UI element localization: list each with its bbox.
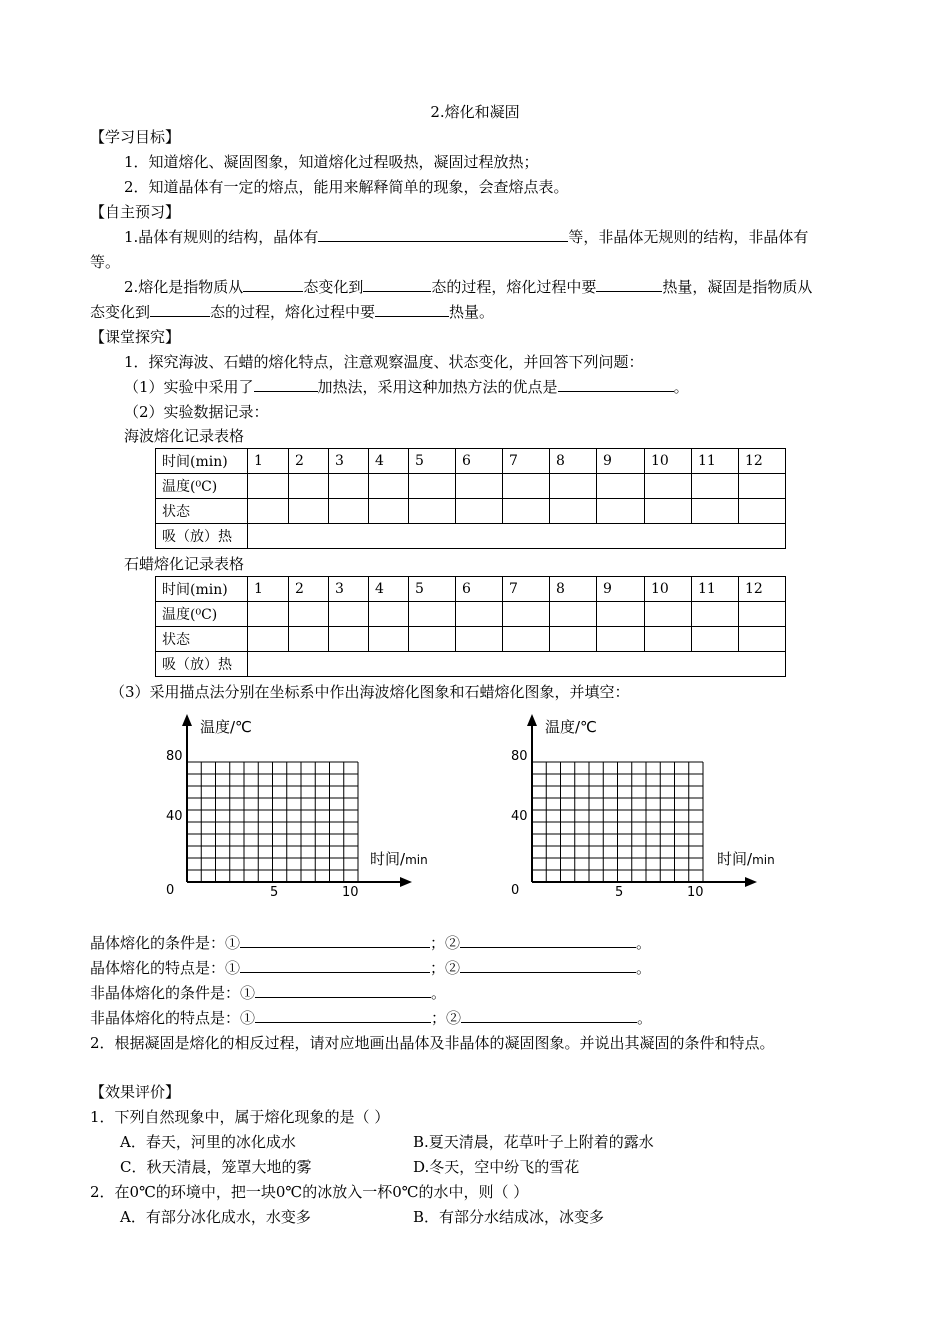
record-table-shila	[155, 576, 786, 677]
data-cell[interactable]	[369, 474, 409, 499]
eval-q1-option-a[interactable]: A．春天，河里的冰化成水	[120, 1133, 296, 1151]
amorphous-condition	[90, 983, 446, 1003]
time-cell: 1	[248, 449, 289, 474]
blank[interactable]	[254, 377, 318, 392]
data-cell[interactable]	[329, 499, 369, 524]
y-axis-label: 温度/℃	[545, 718, 597, 736]
data-cell[interactable]	[645, 499, 692, 524]
preview-q1-line1	[124, 227, 808, 247]
preview-q1-c: 等。	[90, 253, 121, 271]
eval-q1-option-b[interactable]: B.夏天清晨，花草叶子上附着的露水	[413, 1133, 654, 1151]
explore-p1-c: 。	[673, 378, 689, 396]
blank[interactable]	[461, 1008, 637, 1023]
preview-q2-d: 热量，凝固是指物质从	[662, 278, 813, 296]
record-table-haibo	[155, 448, 786, 549]
time-cell: 9	[597, 449, 645, 474]
data-cell[interactable]	[550, 474, 597, 499]
explore-q1: 1．探究海波、石蜡的熔化特点，注意观察温度、状态变化，并回答下列问题：	[124, 353, 644, 371]
crystal-condition-label: 晶体熔化的条件是：①	[90, 934, 241, 952]
time-cell: 8	[550, 577, 597, 602]
crystal-feature-label: 晶体熔化的特点是：①	[90, 959, 241, 977]
x-tick-label: 5	[270, 885, 279, 900]
time-cell: 3	[329, 577, 369, 602]
eval-q2: 2．在0℃的环境中，把一块0℃的冰放入一杯0℃的水中，则（ ）	[90, 1183, 529, 1201]
separator: ；②	[430, 959, 461, 977]
time-cell: 1	[248, 577, 289, 602]
data-cell[interactable]	[369, 627, 409, 652]
data-cell[interactable]	[369, 499, 409, 524]
blank[interactable]	[363, 277, 431, 292]
data-cell[interactable]	[248, 652, 786, 677]
page-title: 2.熔化和凝固	[430, 103, 520, 121]
time-cell: 12	[739, 577, 786, 602]
time-cell: 11	[692, 577, 739, 602]
data-cell[interactable]	[409, 474, 456, 499]
temperature-row	[156, 602, 786, 627]
time-cell: 6	[456, 577, 503, 602]
graph-svg	[505, 710, 795, 910]
time-cell: 12	[739, 449, 786, 474]
time-row	[156, 577, 786, 602]
data-cell[interactable]	[369, 602, 409, 627]
time-row	[156, 449, 786, 474]
data-cell[interactable]	[550, 602, 597, 627]
blank[interactable]	[375, 302, 449, 317]
data-cell[interactable]	[597, 602, 645, 627]
blank[interactable]	[255, 1008, 431, 1023]
time-cell: 8	[550, 449, 597, 474]
row-label: 状态	[156, 627, 248, 652]
preview-q2-a: 2.熔化是指物质从	[124, 278, 244, 296]
graph-svg	[160, 710, 430, 910]
data-cell[interactable]	[597, 474, 645, 499]
data-cell[interactable]	[597, 627, 645, 652]
row-label: 吸（放）热	[156, 524, 248, 549]
x-tick-label: 10	[687, 885, 704, 900]
time-cell: 2	[289, 577, 329, 602]
amorphous-feature-label: 非晶体熔化的特点是：①	[90, 1009, 256, 1027]
section-preview: 【自主预习】	[90, 203, 181, 221]
preview-q2-b: 态变化到	[303, 278, 364, 296]
preview-q2-c: 态的过程，熔化过程中要	[431, 278, 597, 296]
graph-haibo	[160, 710, 430, 914]
data-cell[interactable]	[692, 627, 739, 652]
preview-q2-line1	[124, 277, 812, 297]
amorphous-condition-label: 非晶体熔化的条件是：①	[90, 984, 256, 1002]
data-cell[interactable]	[329, 627, 369, 652]
preview-q1-b: 等，非晶体无规则的结构，非晶体有	[568, 228, 809, 246]
time-cell: 7	[503, 577, 550, 602]
data-cell[interactable]	[645, 602, 692, 627]
preview-q2-g: 热量。	[449, 303, 495, 321]
y-arrow-icon	[182, 714, 192, 726]
preview-q2-f: 态的过程，熔化过程中要	[210, 303, 376, 321]
state-row	[156, 499, 786, 524]
time-cell: 11	[692, 449, 739, 474]
period: 。	[637, 1009, 653, 1027]
x-axis-label-b: min	[405, 853, 428, 867]
time-cell: 4	[369, 449, 409, 474]
blank[interactable]	[596, 277, 662, 292]
data-cell[interactable]	[692, 499, 739, 524]
data-cell[interactable]	[503, 602, 550, 627]
time-cell: 2	[289, 449, 329, 474]
data-cell[interactable]	[550, 499, 597, 524]
blank[interactable]	[460, 958, 636, 973]
blank[interactable]	[318, 227, 568, 242]
x-axis-label-b: min	[752, 853, 775, 867]
eval-q1-option-d[interactable]: D.冬天，空中纷飞的雪花	[413, 1158, 580, 1176]
temperature-row	[156, 474, 786, 499]
crystal-feature	[90, 958, 651, 978]
separator: ；②	[431, 1009, 462, 1027]
y-tick-label: 80	[166, 749, 183, 764]
blank[interactable]	[240, 933, 430, 948]
time-cell: 6	[456, 449, 503, 474]
goal-2: 2．知道晶体有一定的熔点，能用来解释简单的现象，会查熔点表。	[124, 178, 569, 196]
table2-caption: 石蜡熔化记录表格	[124, 555, 245, 573]
crystal-condition	[90, 933, 651, 953]
data-cell[interactable]	[503, 499, 550, 524]
data-cell[interactable]	[645, 474, 692, 499]
y-tick-label: 0	[511, 883, 520, 898]
data-cell[interactable]	[248, 499, 289, 524]
section-explore: 【课堂探究】	[90, 328, 181, 346]
data-cell[interactable]	[409, 602, 456, 627]
y-tick-label: 80	[511, 749, 528, 764]
eval-q1-option-c[interactable]: C．秋天清晨，笼罩大地的雾	[120, 1158, 312, 1176]
y-tick-label: 0	[166, 883, 175, 898]
amorphous-feature	[90, 1008, 652, 1028]
eval-q1: 1．下列自然现象中，属于熔化现象的是（ ）	[90, 1108, 390, 1126]
eval-q2-option-a[interactable]: A．有部分冰化成水，水变多	[120, 1208, 311, 1226]
blank[interactable]	[460, 933, 636, 948]
state-row	[156, 627, 786, 652]
data-cell[interactable]	[503, 627, 550, 652]
blank[interactable]	[243, 277, 303, 292]
data-cell[interactable]	[645, 627, 692, 652]
data-cell[interactable]	[329, 474, 369, 499]
data-cell[interactable]	[329, 602, 369, 627]
time-cell: 5	[409, 577, 456, 602]
data-cell[interactable]	[248, 474, 289, 499]
data-cell[interactable]	[503, 474, 550, 499]
explore-p1-b: 加热法，采用这种加热方法的优点是	[317, 378, 558, 396]
explore-p1-a: （1）实验中采用了	[124, 378, 254, 396]
x-tick-label: 10	[342, 885, 359, 900]
eval-q2-option-b[interactable]: B．有部分水结成冰，冰变多	[413, 1208, 605, 1226]
time-cell: 10	[645, 577, 692, 602]
row-label: 时间(min)	[156, 449, 248, 474]
data-cell[interactable]	[248, 602, 289, 627]
data-cell[interactable]	[456, 499, 503, 524]
data-cell[interactable]	[739, 602, 786, 627]
heat-row	[156, 652, 786, 677]
blank[interactable]	[255, 983, 431, 998]
blank[interactable]	[150, 302, 210, 317]
data-cell[interactable]	[289, 602, 329, 627]
x-arrow-icon	[745, 877, 757, 887]
data-cell[interactable]	[248, 524, 786, 549]
time-cell: 3	[329, 449, 369, 474]
row-label: 吸（放）热	[156, 652, 248, 677]
blank[interactable]	[558, 377, 674, 392]
data-cell[interactable]	[409, 627, 456, 652]
section-evaluation: 【效果评价】	[90, 1083, 181, 1101]
data-cell[interactable]	[739, 499, 786, 524]
y-tick-label: 40	[166, 809, 183, 824]
data-cell[interactable]	[456, 474, 503, 499]
x-tick-label: 5	[615, 885, 624, 900]
section-goals: 【学习目标】	[90, 128, 181, 146]
time-cell: 4	[369, 577, 409, 602]
x-axis-label-a: 时间/	[370, 850, 406, 868]
row-label: 状态	[156, 499, 248, 524]
y-tick-label: 40	[511, 809, 528, 824]
preview-q1-a: 1.晶体有规则的结构，晶体有	[124, 228, 319, 246]
row-label: 温度(⁰C)	[156, 602, 248, 627]
explore-p3: （3）采用描点法分别在坐标系中作出海波熔化图象和石蜡熔化图象，并填空：	[110, 683, 630, 701]
data-cell[interactable]	[289, 627, 329, 652]
data-cell[interactable]	[289, 474, 329, 499]
explore-p1	[124, 377, 689, 397]
data-cell[interactable]	[456, 602, 503, 627]
data-cell[interactable]	[289, 499, 329, 524]
data-cell[interactable]	[692, 602, 739, 627]
data-cell[interactable]	[456, 627, 503, 652]
x-axis-label	[370, 850, 428, 868]
data-cell[interactable]	[597, 499, 645, 524]
goal-1: 1．知道熔化、凝固图象，知道熔化过程吸热，凝固过程放热；	[124, 153, 539, 171]
data-cell[interactable]	[248, 627, 289, 652]
data-cell[interactable]	[739, 627, 786, 652]
data-cell[interactable]	[550, 627, 597, 652]
period: 。	[636, 959, 652, 977]
heat-row	[156, 524, 786, 549]
x-arrow-icon	[400, 877, 412, 887]
x-axis-label-a: 时间/	[717, 850, 753, 868]
x-axis-label	[717, 850, 775, 868]
grid[interactable]	[532, 762, 703, 882]
data-cell[interactable]	[692, 474, 739, 499]
explore-p2: （2）实验数据记录：	[124, 403, 269, 421]
row-label: 时间(min)	[156, 577, 248, 602]
y-axis-label: 温度/℃	[200, 718, 252, 736]
blank[interactable]	[240, 958, 430, 973]
graph-shila	[505, 710, 795, 914]
data-cell[interactable]	[739, 474, 786, 499]
data-cell[interactable]	[409, 499, 456, 524]
separator: ；②	[430, 934, 461, 952]
period: 。	[431, 984, 447, 1002]
table1-caption: 海波熔化记录表格	[124, 427, 245, 445]
time-cell: 10	[645, 449, 692, 474]
time-cell: 5	[409, 449, 456, 474]
grid[interactable]	[187, 762, 358, 882]
time-cell: 9	[597, 577, 645, 602]
preview-q2-e: 态变化到	[90, 303, 151, 321]
row-label: 温度(⁰C)	[156, 474, 248, 499]
preview-q2-line2	[90, 302, 494, 322]
period: 。	[636, 934, 652, 952]
y-arrow-icon	[527, 714, 537, 726]
explore-q2: 2．根据凝固是熔化的相反过程，请对应地画出晶体及非晶体的凝固图象。并说出其凝固的条件和特点。	[90, 1034, 775, 1052]
time-cell: 7	[503, 449, 550, 474]
